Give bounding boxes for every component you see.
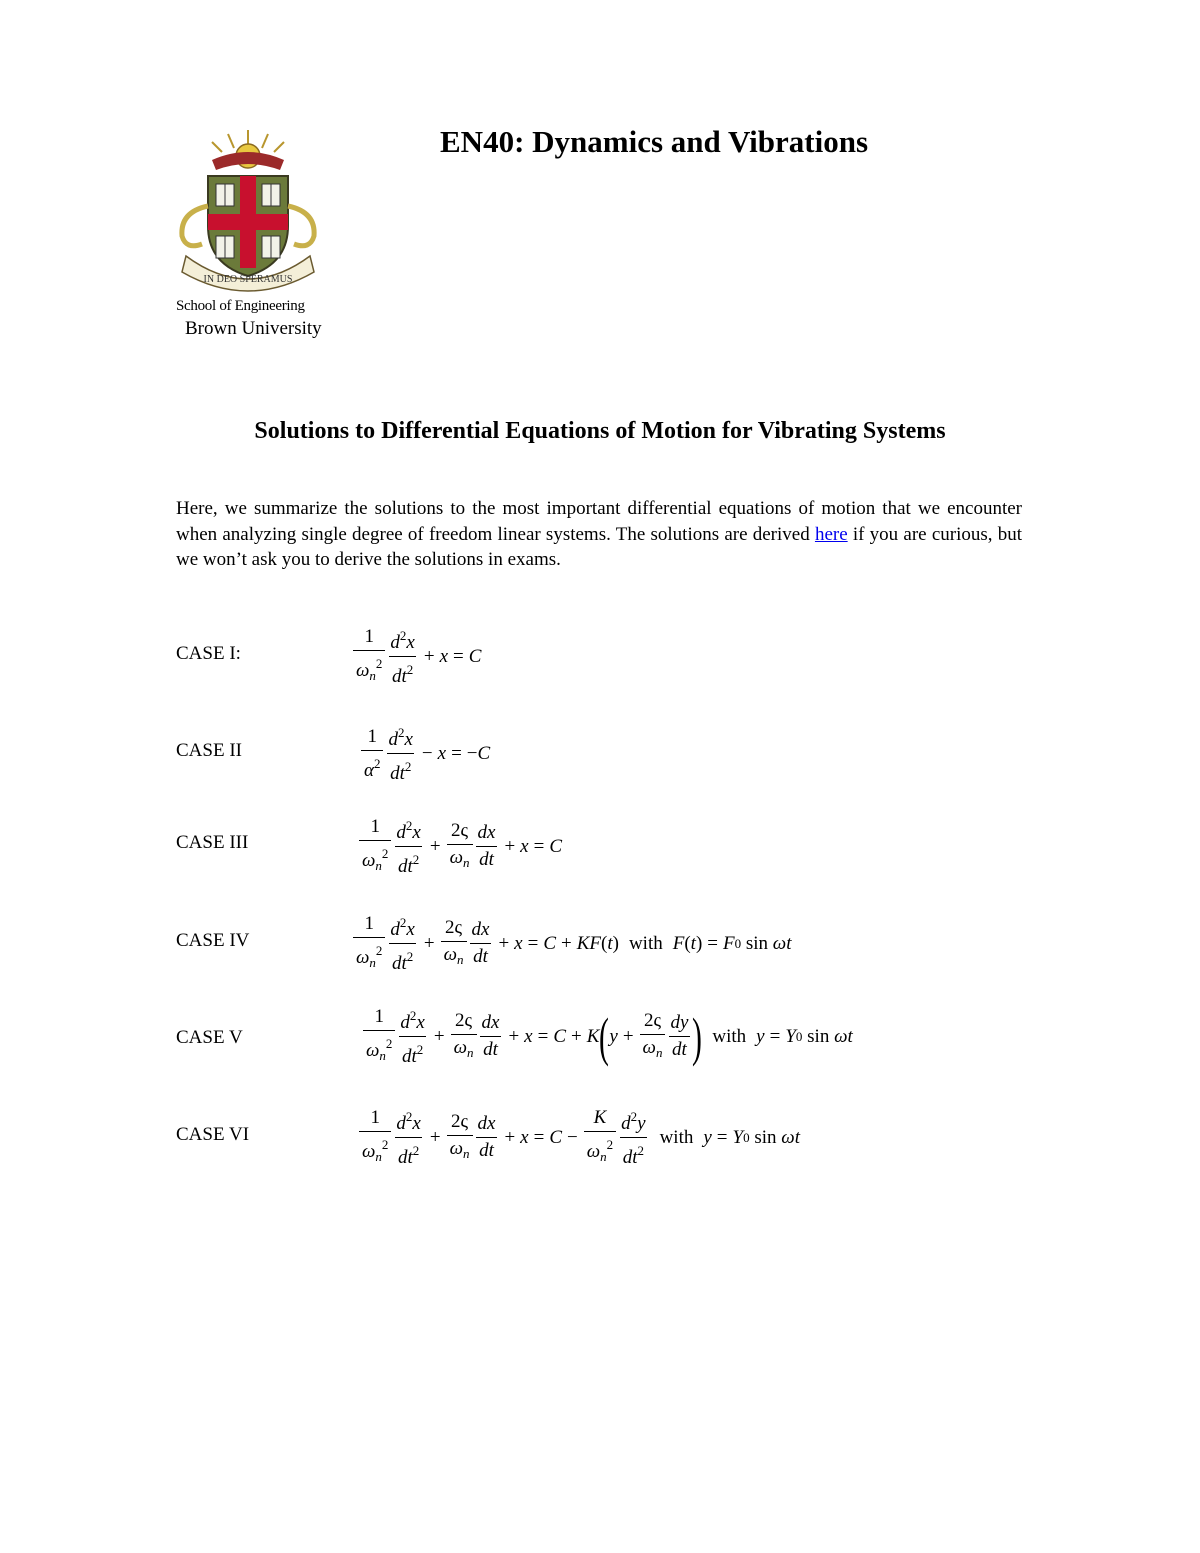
derivation-link[interactable]: here	[814, 523, 848, 545]
case-label: CASE I:	[176, 643, 241, 664]
school-name: School of Engineering	[176, 298, 305, 314]
equation-case-1: $\frac{1}{\omega_n^2}$ $\frac{d^2x}{dt^2}$ + x = C	[352, 625, 481, 688]
case-label: CASE V	[176, 1027, 243, 1048]
equation-case-6: $\frac{1}{\omega_n^2}$ $\frac{d^2x}{dt^2}$ + $\frac{2\varsigma}{\omega_n}$ $\frac{dx}{dt}$ + x = C − $\frac{K}{\omega_n^2}$ $\frac{d^2y}{dt^2}$ with y = Y 0 sin ωt	[358, 1106, 800, 1169]
case-label: CASE III	[176, 832, 249, 853]
equation-case-3: $\frac{1}{\omega_n^2}$ $\frac{d^2x}{dt^2}$ + $\frac{2\varsigma}{\omega_n}$ $\frac{dx}{dt}$ + x = C	[358, 815, 562, 878]
document-title: Solutions to Differential Equations of Motion for Vibrating Systems	[254, 418, 946, 444]
intro-paragraph: Here, we summarize the solutions to the most important differential equations of motion that we encounter when analyzing single degree of freedom linear systems. The solutions are derived here if you are curious, but we won’t ask you to derive the solutions in exams.	[176, 498, 1022, 570]
university-name: Brown University	[185, 318, 322, 339]
case-label: CASE VI	[176, 1124, 250, 1145]
equation-case-5: $\frac{1}{\omega_n^2}$ $\frac{d^2x}{dt^2}$ + $\frac{2\varsigma}{\omega_n}$ $\frac{dx}{dt}$ + x = C + K ( y + $\frac{2\varsigma}{\omega_n}$ $\frac{dy}{dt}$ ) with y = Y 0 sin ωt	[362, 1005, 853, 1068]
equation-case-4: $\frac{1}{\omega_n^2}$ $\frac{d^2x}{dt^2}$ + $\frac{2\varsigma}{\omega_n}$ $\frac{dx}{dt}$ + x = C + K F ( t ) with F ( t ) = F 0 sin ωt	[352, 912, 792, 975]
case-label: CASE IV	[176, 930, 250, 951]
brown-university-seal	[172, 126, 324, 292]
course-title: EN40: Dynamics and Vibrations	[440, 124, 869, 159]
svg-text:IN DEO SPERAMUS: IN DEO SPERAMUS	[203, 274, 293, 285]
case-label: CASE II	[176, 740, 242, 761]
equation-case-2: $\frac{1}{\alpha^2}$ $\frac{d^2x}{dt^2}$ − x = − C	[360, 722, 490, 785]
